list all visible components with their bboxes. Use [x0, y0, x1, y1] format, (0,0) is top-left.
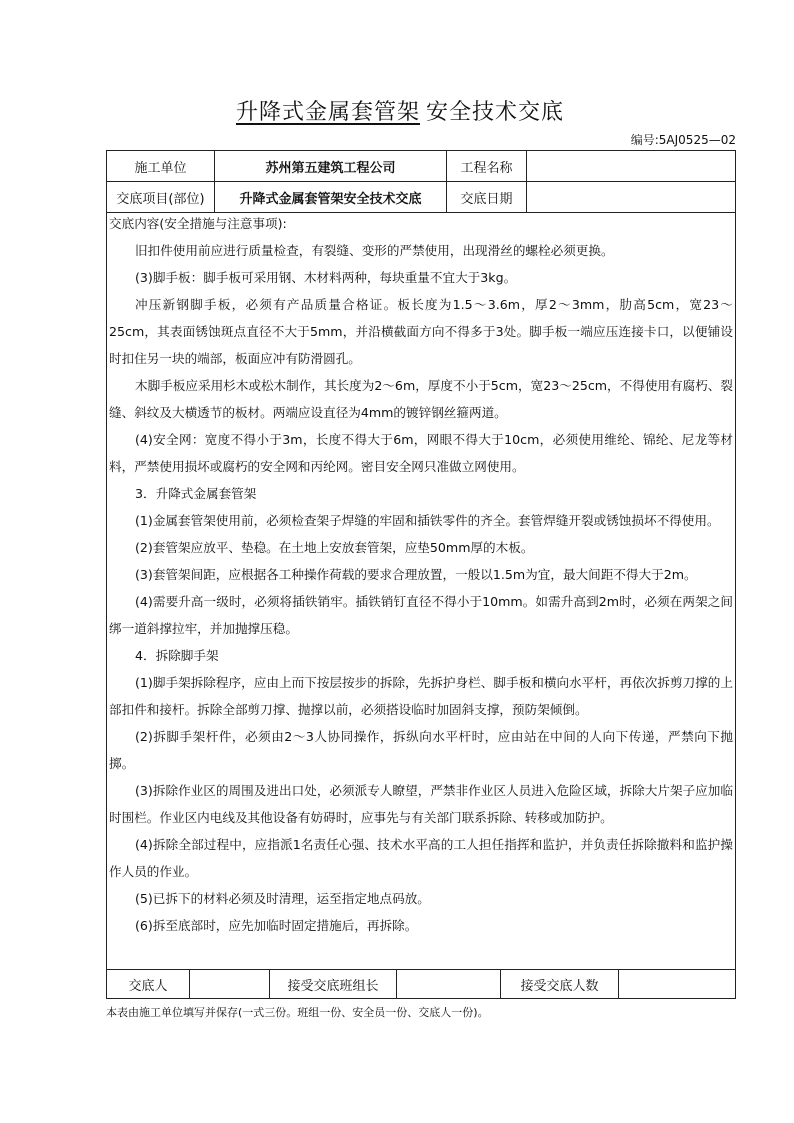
receiver-leader-value[interactable] [397, 970, 501, 998]
date-label: 交底日期 [447, 182, 527, 212]
content-paragraph: (3)脚手板：脚手板可采用钢、木材料两种，每块重量不宜大于3kg。 [135, 270, 517, 285]
document-number: 编号:5AJ0525—02 [630, 133, 736, 147]
footer-note: 本表由施工单位填写并保存(一式三份。班组一份、安全员一份、交底人一份)。 [106, 1006, 489, 1019]
content-paragraph: 冲压新钢脚手板，必须有产品质量合格证。板长度为1.5～3.6m，厚2～3mm，肋高5cm，宽23～25cm，其表面锈蚀斑点直径不大于5mm，并沿横截面方向不得多于3处。脚手板一端应压连接卡口，以便铺设时扣住另一块的端部，板面应冲有防滑圆孔。 [109, 297, 733, 366]
content-paragraph: 木脚手板应采用杉木或松木制作，其长度为2～6m，厚度不小于5cm，宽23～25cm，不得使用有腐朽、裂缝、斜纹及大横透节的板材。两端应设直径为4mm的镀锌钢丝箍两道。 [109, 378, 733, 420]
section-heading: 4．拆除脚手架 [135, 648, 219, 663]
content-paragraph: (1)金属套管架使用前，必须检查架子焊缝的牢固和插铁零件的齐全。套管焊缝开裂或锈蚀损坏不得使用。 [135, 513, 720, 528]
content-paragraph: (3)拆除作业区的周围及进出口处，必须派专人瞭望，严禁非作业区人员进入危险区域，拆除大片架子应加临时围栏。作业区内电线及其他设备有妨碍时，应事先与有关部门联系拆除、转移或加防护。 [109, 783, 733, 825]
content-paragraph: (4)安全网：宽度不得小于3m，长度不得大于6m，网眼不得大于10cm，必须使用维纶、锦纶、尼龙等材料，严禁使用损坏或腐朽的安全网和丙纶网。密目安全网只准做立网使用。 [109, 432, 733, 474]
project-name-label: 工程名称 [447, 151, 527, 181]
header-row-unit [107, 151, 735, 182]
signoff-row [107, 970, 735, 998]
presenter-value[interactable] [190, 970, 270, 998]
content-paragraph: (4)拆除全部过程中，应指派1名责任心强、技术水平高的工人担任指挥和监护，并负责任拆除撤料和监护操作人员的作业。 [109, 837, 733, 879]
presenter-label: 交底人 [107, 970, 190, 998]
title-subject: 升降式金属套管架 [235, 100, 420, 125]
title-suffix: 安全技术交底 [426, 100, 565, 125]
project-name-value[interactable] [527, 151, 735, 181]
document-title [0, 95, 794, 126]
receiver-count-label: 接受交底人数 [501, 970, 619, 998]
section-heading: 3．升降式金属套管架 [135, 486, 257, 501]
receiver-count-value[interactable] [619, 970, 735, 998]
receiver-leader-label: 接受交底班组长 [270, 970, 397, 998]
item-value: 升降式金属套管架安全技术交底 [215, 182, 447, 212]
unit-label: 施工单位 [107, 151, 215, 181]
unit-value: 苏州第五建筑工程公司 [215, 151, 447, 181]
content-paragraph: 旧扣件使用前应进行质量检查，有裂缝、变形的严禁使用，出现滑丝的螺栓必须更换。 [135, 243, 614, 258]
content-paragraph: (6)拆至底部时，应先加临时固定措施后，再拆除。 [135, 918, 418, 933]
item-label: 交底项目(部位) [107, 182, 215, 212]
content-paragraph: (2)拆脚手架杆件，必须由2～3人协同操作，拆纵向水平杆时，应由站在中间的人向下传递，严禁向下抛掷。 [109, 729, 733, 771]
content-paragraph: (5)已拆下的材料必须及时清理，运至指定地点码放。 [135, 891, 430, 906]
safety-briefing-form [106, 150, 736, 999]
content-heading: 交底内容(安全措施与注意事项): [109, 216, 287, 231]
briefing-content [107, 213, 735, 970]
content-paragraph: (1)脚手架拆除程序，应由上而下按层按步的拆除，先拆护身栏、脚手板和横向水平杆，再依次拆剪刀撑的上部扣件和接杆。拆除全部剪刀撑、抛撑以前，必须搭设临时加固斜支撑，预防架倾倒。 [109, 675, 733, 717]
header-row-item [107, 182, 735, 213]
date-value[interactable] [527, 182, 735, 212]
content-paragraph: (2)套管架应放平、垫稳。在土地上安放套管架，应垫50mm厚的木板。 [135, 540, 534, 555]
content-paragraph: (4)需要升高一级时，必须将插铁销牢。插铁销钉直径不得小于10mm。如需升高到2m时，必须在两架之间绑一道斜撑拉牢，并加抛撑压稳。 [109, 594, 733, 636]
content-paragraph: (3)套管架间距，应根据各工种操作荷载的要求合理放置，一般以1.5m为宜，最大间距不得大于2m。 [135, 567, 697, 582]
